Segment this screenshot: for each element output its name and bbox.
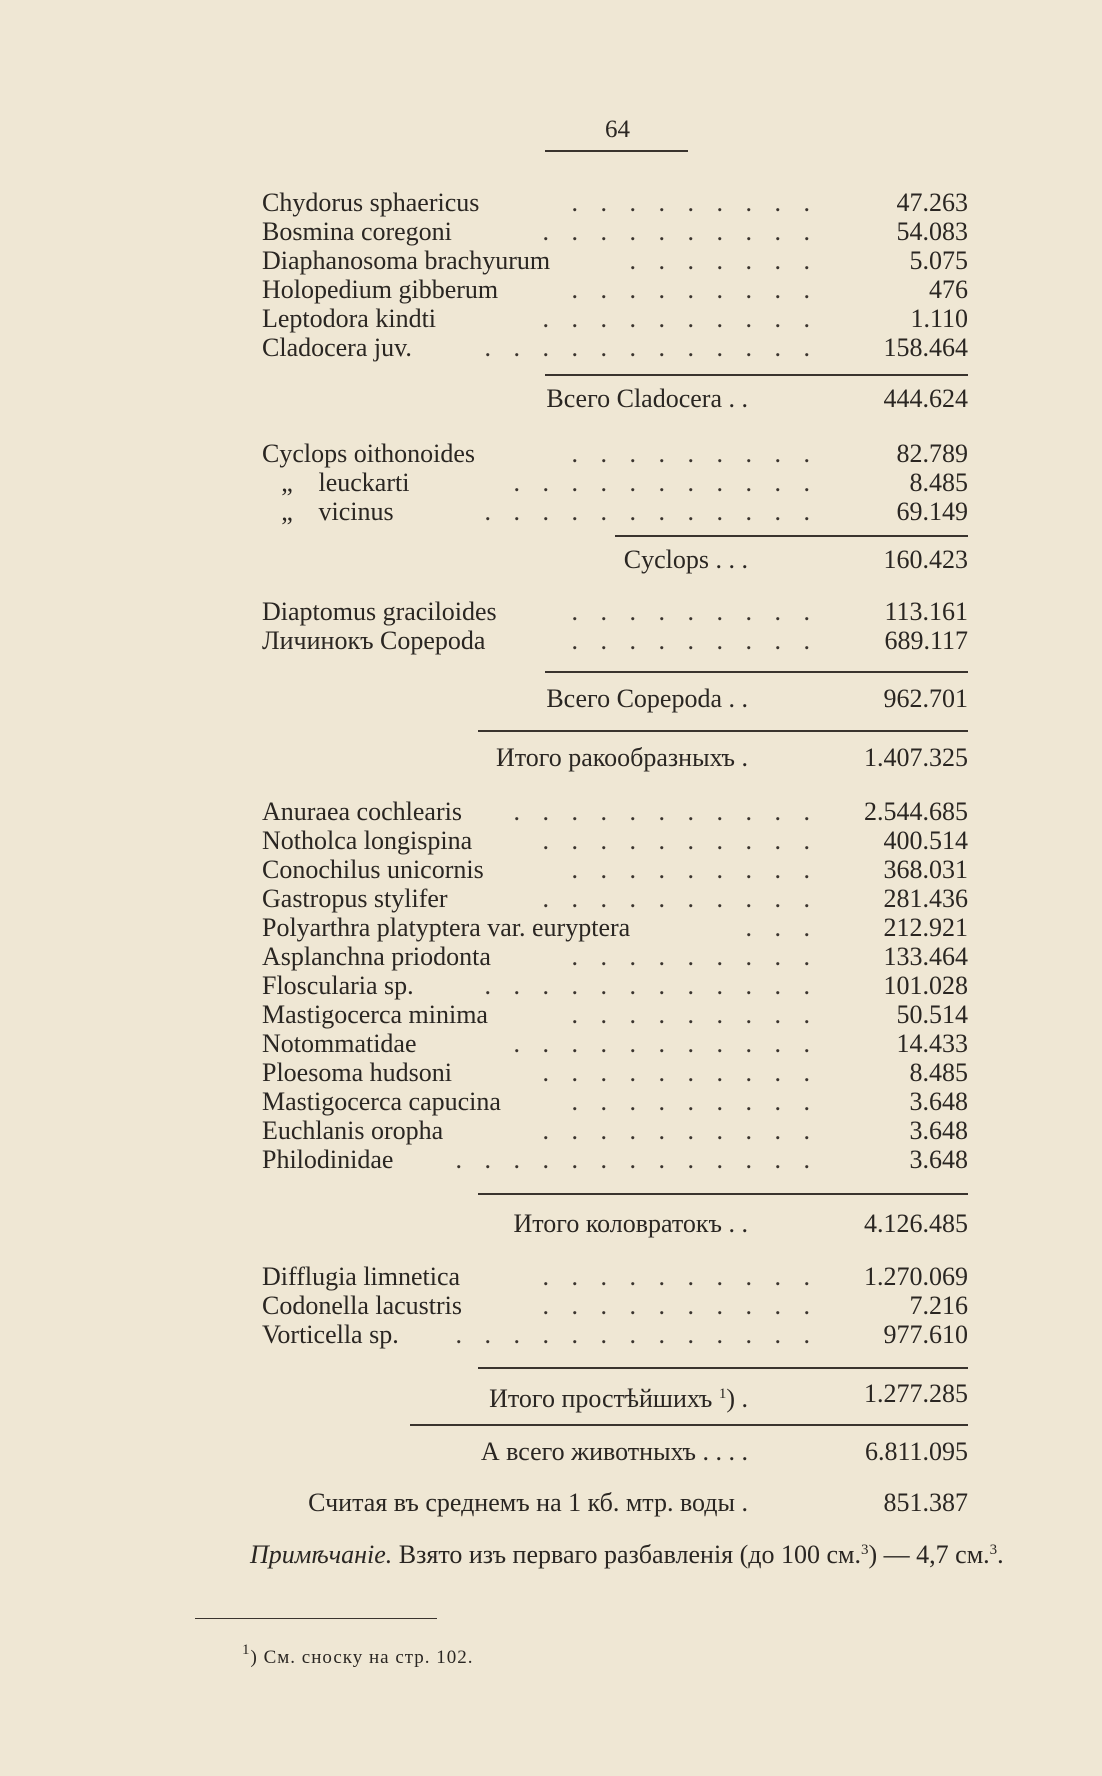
note-superscript: 3 xyxy=(861,1542,869,1558)
leader-dots: . . . . . . . . . xyxy=(571,597,818,626)
total-label: Итого ракообразныхъ . xyxy=(495,743,748,772)
footnote-text: ) См. сноску на стр. 102. xyxy=(250,1647,474,1668)
count-value: 14.433 xyxy=(896,1029,968,1058)
page-number-rule xyxy=(545,150,688,152)
page-number: 64 xyxy=(605,116,630,143)
leader-dots: . . . . . . . . . . . . . xyxy=(455,1145,818,1174)
species-name: Polyarthra platyptera var. euryptera xyxy=(262,913,631,942)
subtotal-label: Cyclops . . . xyxy=(623,545,748,574)
species-name: Euchlanis oropha xyxy=(262,1116,444,1145)
leader-dots: . . . . . . . . . xyxy=(571,275,818,304)
per-volume-value: 851.387 xyxy=(883,1488,968,1517)
per-volume-label: Считая въ среднемъ на 1 кб. мтр. воды . xyxy=(308,1488,748,1517)
subtotal-value: 444.624 xyxy=(883,384,968,413)
total-label: Итого коловратокъ . . xyxy=(513,1209,748,1238)
table-row xyxy=(262,1291,968,1321)
total-rule xyxy=(478,730,968,732)
leader-dots: . . . . . . . . . . . . xyxy=(484,971,818,1000)
table-row xyxy=(262,855,968,885)
species-name: Личинокъ Copepoda xyxy=(262,626,486,655)
count-value: 281.436 xyxy=(883,884,968,913)
table-row xyxy=(262,1000,968,1030)
leader-dots: . . . . . . . . . . xyxy=(542,884,818,913)
leader-dots: . . . . . . . . . . . . xyxy=(484,333,818,362)
species-name: Cladocera juv. xyxy=(262,333,412,362)
count-value: 212.921 xyxy=(883,913,968,942)
species-name: Leptodora kindti xyxy=(262,304,437,333)
count-value: 689.117 xyxy=(884,626,968,655)
note-text: . xyxy=(997,1540,1004,1569)
footnote-marker: 1 xyxy=(718,1386,727,1402)
table-row xyxy=(262,468,968,498)
count-value: 3.648 xyxy=(909,1087,968,1116)
species-name: Gastropus stylifer xyxy=(262,884,448,913)
note-label: Примѣчаніе. xyxy=(250,1540,393,1569)
subtotal-row xyxy=(262,545,968,575)
count-value: 8.485 xyxy=(909,468,968,497)
ditto-mark: „ xyxy=(281,497,293,526)
leader-dots: . . . . . . . . . xyxy=(571,855,818,884)
table-row xyxy=(262,304,968,334)
footnote xyxy=(242,1638,474,1670)
species-name: Floscularia sp. xyxy=(262,971,414,1000)
species-name: Difflugia limnetica xyxy=(262,1262,461,1291)
ditto-mark: „ xyxy=(281,468,293,497)
species-name xyxy=(262,497,394,527)
grand-total-label: А всего животныхъ . . . . xyxy=(480,1437,748,1466)
table-row xyxy=(262,439,968,469)
subtotal-row xyxy=(262,684,968,714)
species-name: Chydorus sphaericus xyxy=(262,188,480,217)
footnote-rule xyxy=(195,1618,437,1619)
leader-dots: . . . . . . . . . . . . . xyxy=(455,1320,818,1349)
table-row xyxy=(262,1058,968,1088)
leader-dots: . . . . . . . . . . . . xyxy=(484,497,818,526)
count-value: 1.270.069 xyxy=(864,1262,968,1291)
table-row xyxy=(262,942,968,972)
species-name xyxy=(262,468,409,498)
table-row xyxy=(262,1145,968,1175)
total-row xyxy=(262,1209,968,1239)
species-name: Vorticella sp. xyxy=(262,1320,399,1349)
count-value: 2.544.685 xyxy=(864,797,968,826)
count-value: 113.161 xyxy=(884,597,968,626)
leader-dots: . . . . . . . . . . xyxy=(542,217,818,246)
total-value: 1.407.325 xyxy=(864,743,968,772)
leader-dots: . . . . . . . . . xyxy=(571,1087,818,1116)
total-value: 4.126.485 xyxy=(864,1209,968,1238)
species-name: Philodinidae xyxy=(262,1145,394,1174)
leader-dots: . . . . . . . . . . xyxy=(542,304,818,333)
species-name: Mastigocerca minima xyxy=(262,1000,488,1029)
count-value: 133.464 xyxy=(883,942,968,971)
species-name: Codonella lacustris xyxy=(262,1291,463,1320)
leader-dots: . . . . . . . . . xyxy=(571,1000,818,1029)
species-name xyxy=(262,439,475,469)
leader-dots: . . . . . . . . . . . xyxy=(513,797,818,826)
leader-dots: . . . . . . . . . . xyxy=(542,1291,818,1320)
subtotal-rule xyxy=(545,671,968,673)
count-value: 368.031 xyxy=(883,855,968,884)
per-volume-row xyxy=(262,1488,968,1518)
table-row xyxy=(262,1029,968,1059)
species-name: Notommatidae xyxy=(262,1029,417,1058)
subtotal-row xyxy=(262,384,968,414)
total-row xyxy=(262,1379,968,1413)
species-name: Diaphanosoma brachyurum xyxy=(262,246,551,275)
count-value: 3.648 xyxy=(909,1145,968,1174)
species-label: vicinus xyxy=(318,497,394,526)
leader-dots: . . . . . . . . . xyxy=(571,439,818,468)
count-value: 50.514 xyxy=(896,1000,968,1029)
species-name: Conochilus unicornis xyxy=(262,855,484,884)
table-row xyxy=(262,826,968,856)
count-value: 476 xyxy=(929,275,968,304)
table-row xyxy=(262,1116,968,1146)
count-value: 1.110 xyxy=(910,304,968,333)
table-row xyxy=(262,913,968,943)
table-row xyxy=(262,188,968,218)
subtotal-value: 160.423 xyxy=(883,545,968,574)
count-value: 400.514 xyxy=(883,826,968,855)
note-paragraph xyxy=(232,1530,1042,1575)
table-row xyxy=(262,275,968,305)
count-value: 69.149 xyxy=(896,497,968,526)
leader-dots: . . . xyxy=(745,913,818,942)
total-label xyxy=(489,1379,748,1414)
leader-dots: . . . . . . . . . . . xyxy=(513,1029,818,1058)
leader-dots: . . . . . . . . . xyxy=(571,626,818,655)
count-value: 82.789 xyxy=(896,439,968,468)
species-name: Diaptomus graciloides xyxy=(262,597,497,626)
table-row xyxy=(262,884,968,914)
grand-total-rule xyxy=(410,1424,968,1426)
table-row xyxy=(262,333,968,363)
total-rule xyxy=(478,1193,968,1195)
table-row xyxy=(262,246,968,276)
species-name: Mastigocerca capucina xyxy=(262,1087,501,1116)
table-row xyxy=(262,1262,968,1292)
species-name: Notholca longispina xyxy=(262,826,473,855)
count-value: 3.648 xyxy=(909,1116,968,1145)
note-superscript: 3 xyxy=(989,1542,998,1558)
total-label-text: Итого простѣйшихъ xyxy=(489,1384,713,1413)
species-name: Asplanchna priodonta xyxy=(262,942,491,971)
subtotal-label: Всего Copepoda . . xyxy=(546,684,748,713)
leader-dots: . . . . . . . xyxy=(629,246,818,275)
note-text: Взято изъ перваго разбавленія (до 100 см. xyxy=(392,1540,862,1569)
species-label: leuckarti xyxy=(318,468,410,497)
count-value: 977.610 xyxy=(883,1320,968,1349)
leader-dots: . . . . . . . . . xyxy=(571,942,818,971)
count-value: 54.083 xyxy=(896,217,968,246)
table-row xyxy=(262,626,968,656)
leader-dots: . . . . . . . . . . xyxy=(542,1116,818,1145)
grand-total-row xyxy=(262,1437,968,1467)
count-value: 7.216 xyxy=(909,1291,968,1320)
table-row xyxy=(262,497,968,527)
table-row xyxy=(262,1320,968,1350)
table-row xyxy=(262,217,968,247)
note-text: ) — 4,7 см. xyxy=(868,1540,990,1569)
leader-dots: . . . . . . . . . . xyxy=(542,1058,818,1087)
species-name: Holopedium gibberum xyxy=(262,275,499,304)
subtotal-rule xyxy=(615,535,968,537)
count-value: 47.263 xyxy=(896,188,968,217)
leader-dots: . . . . . . . . . . . xyxy=(513,468,818,497)
total-rule xyxy=(478,1367,968,1369)
subtotal-rule xyxy=(545,374,968,376)
count-value: 158.464 xyxy=(883,333,968,362)
footnote-marker: 1 xyxy=(242,1642,251,1658)
subtotal-label: Всего Cladocera . . xyxy=(546,384,748,413)
species-name: Ploesoma hudsoni xyxy=(262,1058,452,1087)
table-row xyxy=(262,1087,968,1117)
species-label: Cyclops oithonoides xyxy=(262,439,476,468)
total-label-tail: ) . xyxy=(726,1384,748,1413)
count-value: 5.075 xyxy=(909,246,968,275)
species-name: Anuraea cochlearis xyxy=(262,797,462,826)
count-value: 101.028 xyxy=(883,971,968,1000)
table-row xyxy=(262,797,968,827)
total-value: 1.277.285 xyxy=(864,1379,968,1408)
leader-dots: . . . . . . . . . xyxy=(571,188,818,217)
subtotal-value: 962.701 xyxy=(883,684,968,713)
leader-dots: . . . . . . . . . . xyxy=(542,1262,818,1291)
table-row xyxy=(262,971,968,1001)
count-value: 8.485 xyxy=(909,1058,968,1087)
leader-dots: . . . . . . . . . . xyxy=(542,826,818,855)
total-row xyxy=(262,743,968,773)
species-name: Bosmina coregoni xyxy=(262,217,452,246)
grand-total-value: 6.811.095 xyxy=(864,1437,968,1466)
table-row xyxy=(262,597,968,627)
